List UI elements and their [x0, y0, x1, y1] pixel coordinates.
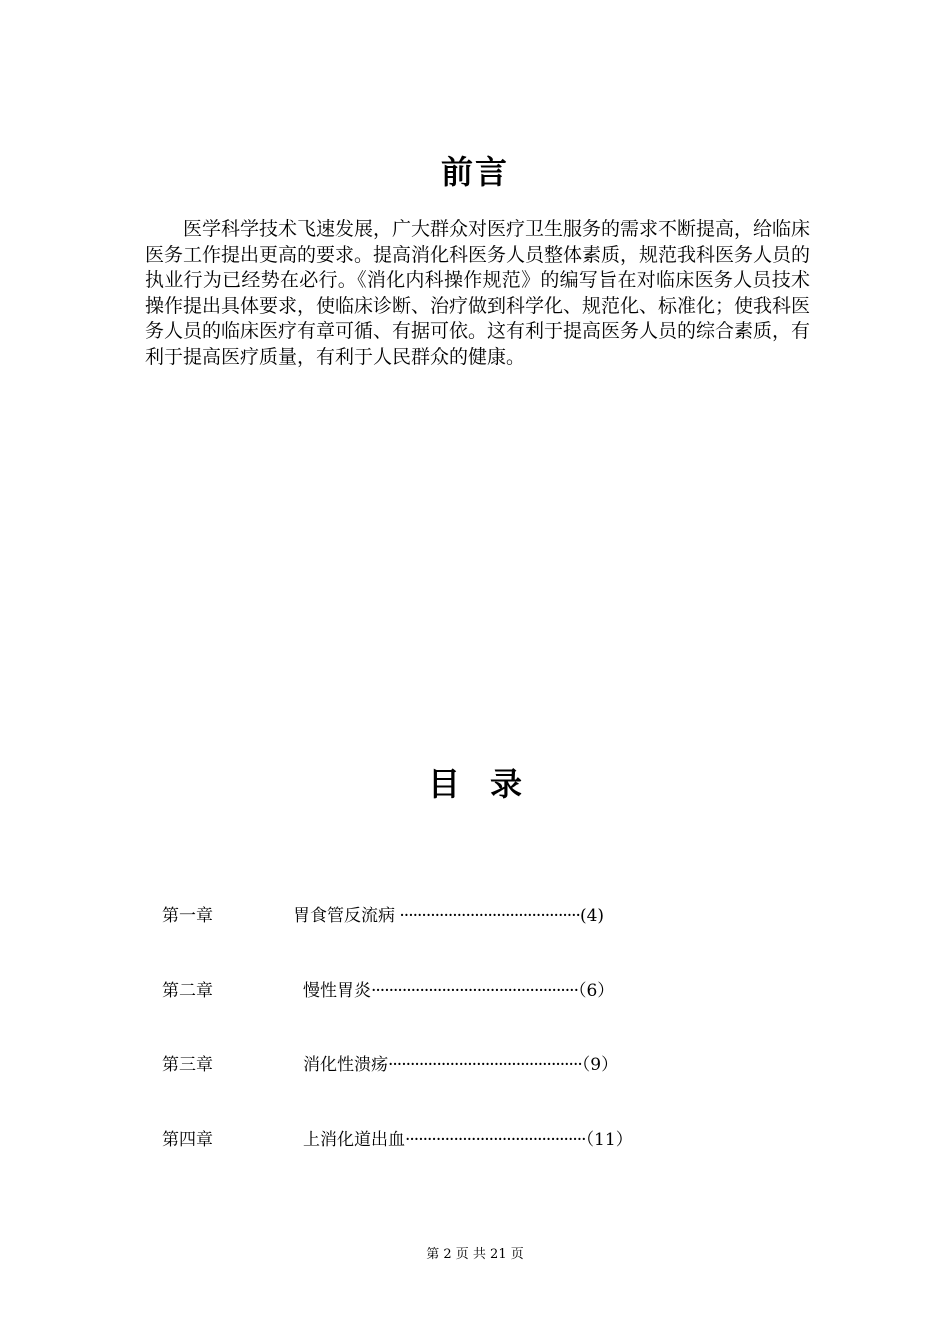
- toc-chapter-name: 慢性胃炎: [303, 981, 371, 1001]
- toc-chapter-name: 上消化道出血: [303, 1130, 405, 1150]
- toc-entry-text: [303, 978, 614, 1004]
- toc-entry-text: [303, 1052, 618, 1078]
- page-footer: 第 2 页 共 21 页: [426, 1247, 524, 1262]
- toc-chapter-label: 第一章: [162, 906, 213, 926]
- preface-body: 医学科学技术飞速发展，广大群众对医疗卫生服务的需求不断提高，给临床医务工作提出更高的要求。提高消化科医务人员整体素质，规范我科医务人员的执业行为已经势在必行。《消化内科操作规范》的编写旨在对临床医务人员技术操作提出具体要求，使临床诊断、治疗做到科学化、规范化、标准化；使我科医务人员的临床医疗有章可循、有据可依。这有利于提高医务人员的综合素质，有利于提高医疗质量，有利于人民群众的健康。: [145, 218, 811, 368]
- toc-chapter-name: 消化性溃疡: [303, 1055, 388, 1075]
- preface-title: 前言: [440, 153, 509, 191]
- toc-title: 目录: [427, 765, 552, 803]
- toc-leader-dots: ············································: [388, 1055, 582, 1075]
- toc-chapter-label: 第四章: [162, 1130, 213, 1150]
- toc-page-number: （6）: [577, 981, 615, 1001]
- toc-entry-chapter-3[interactable]: [162, 1052, 782, 1078]
- toc-chapter-label: 第二章: [162, 981, 213, 1001]
- toc-entry-text: [293, 903, 604, 929]
- toc-leader-dots: ·········································: [405, 1130, 586, 1150]
- toc-entry-text: [303, 1127, 633, 1153]
- toc-page-number: （9）: [581, 1055, 619, 1075]
- toc-chapter-label: 第三章: [162, 1055, 213, 1075]
- toc-leader-dots: ···············································: [371, 981, 578, 1001]
- toc-page-number: (4): [579, 906, 605, 926]
- toc-entry-chapter-2[interactable]: [162, 978, 782, 1004]
- toc-leader-dots: ·········································: [395, 906, 580, 926]
- toc-page-number: （11）: [585, 1130, 633, 1150]
- toc-entry-chapter-1[interactable]: [162, 903, 782, 929]
- toc-chapter-name: 胃食管反流病: [293, 906, 395, 926]
- toc-entry-chapter-4[interactable]: [162, 1127, 782, 1153]
